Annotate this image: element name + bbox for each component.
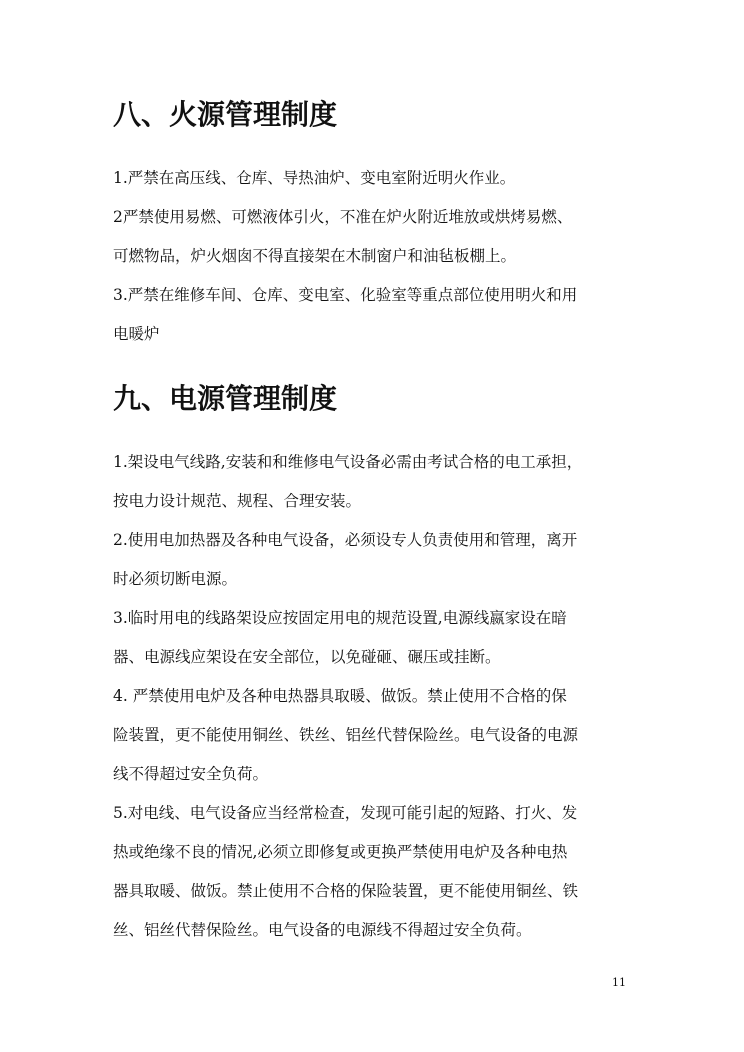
paragraph-line: 1.架设电气线路,安装和和维修电气设备必需由考试合格的电工承担， [113, 453, 583, 471]
section-title-power: 九、电源管理制度 [113, 382, 338, 415]
paragraph-fire-3 [113, 276, 643, 354]
paragraph-line: 丝、铝丝代替保险丝。电气设备的电源线不得超过安全负荷。 [113, 921, 532, 939]
page-number: 11 [612, 976, 626, 989]
paragraph-line: 时必须切断电源。 [113, 570, 238, 588]
paragraph-line: 2严禁使用易燃、可燃液体引火，不准在炉火附近堆放或烘烤易燃、 [113, 208, 573, 226]
paragraph-line: 热或绝缘不良的情况,必须立即修复或更换严禁使用电炉及各种电热 [113, 843, 568, 861]
paragraph-line: 2.使用电加热器及各种电气设备，必须设专人负责使用和管理，离开 [113, 531, 578, 549]
paragraph-line: 4. 严禁使用电炉及各种电热器具取暖、做饭。禁止使用不合格的保 [113, 687, 567, 705]
paragraph-power-1 [113, 443, 643, 521]
paragraph-line: 可燃物品，炉火烟囱不得直接架在木制窗户和油毡板棚上。 [113, 247, 517, 265]
paragraph-line: 线不得超过安全负荷。 [113, 765, 269, 783]
paragraph-power-5 [113, 794, 643, 950]
paragraph-fire-2 [113, 198, 643, 276]
paragraph-line: 按电力设计规范、规程、合理安装。 [113, 492, 362, 510]
paragraph-power-2 [113, 521, 643, 599]
paragraph-line: 险装置，更不能使用铜丝、铁丝、铝丝代替保险丝。电气设备的电源 [113, 726, 579, 744]
paragraph-power-4 [113, 677, 643, 794]
paragraph-line: 3.严禁在维修车间、仓库、变电室、化验室等重点部位使用明火和用 [113, 286, 578, 304]
paragraph-line: 3.临时用电的线路架设应按固定用电的规范设置,电源线嬴家设在暗 [113, 609, 567, 627]
paragraph-line: 器、电源线应架设在安全部位，以免碰砸、碾压或挂断。 [113, 648, 501, 666]
paragraph-line: 1.严禁在高压线、仓库、导热油炉、变电室附近明火作业。 [113, 169, 516, 187]
section-title-fire: 八、火源管理制度 [113, 98, 338, 131]
paragraph-line: 器具取暖、做饭。禁止使用不合格的保险装置，更不能使用铜丝、铁 [113, 882, 579, 900]
paragraph-fire-1 [113, 159, 643, 198]
paragraph-line: 5.对电线、电气设备应当经常检查，发现可能引起的短路、打火、发 [113, 804, 578, 822]
paragraph-line: 电暖炉 [113, 325, 160, 343]
paragraph-power-3 [113, 599, 643, 677]
